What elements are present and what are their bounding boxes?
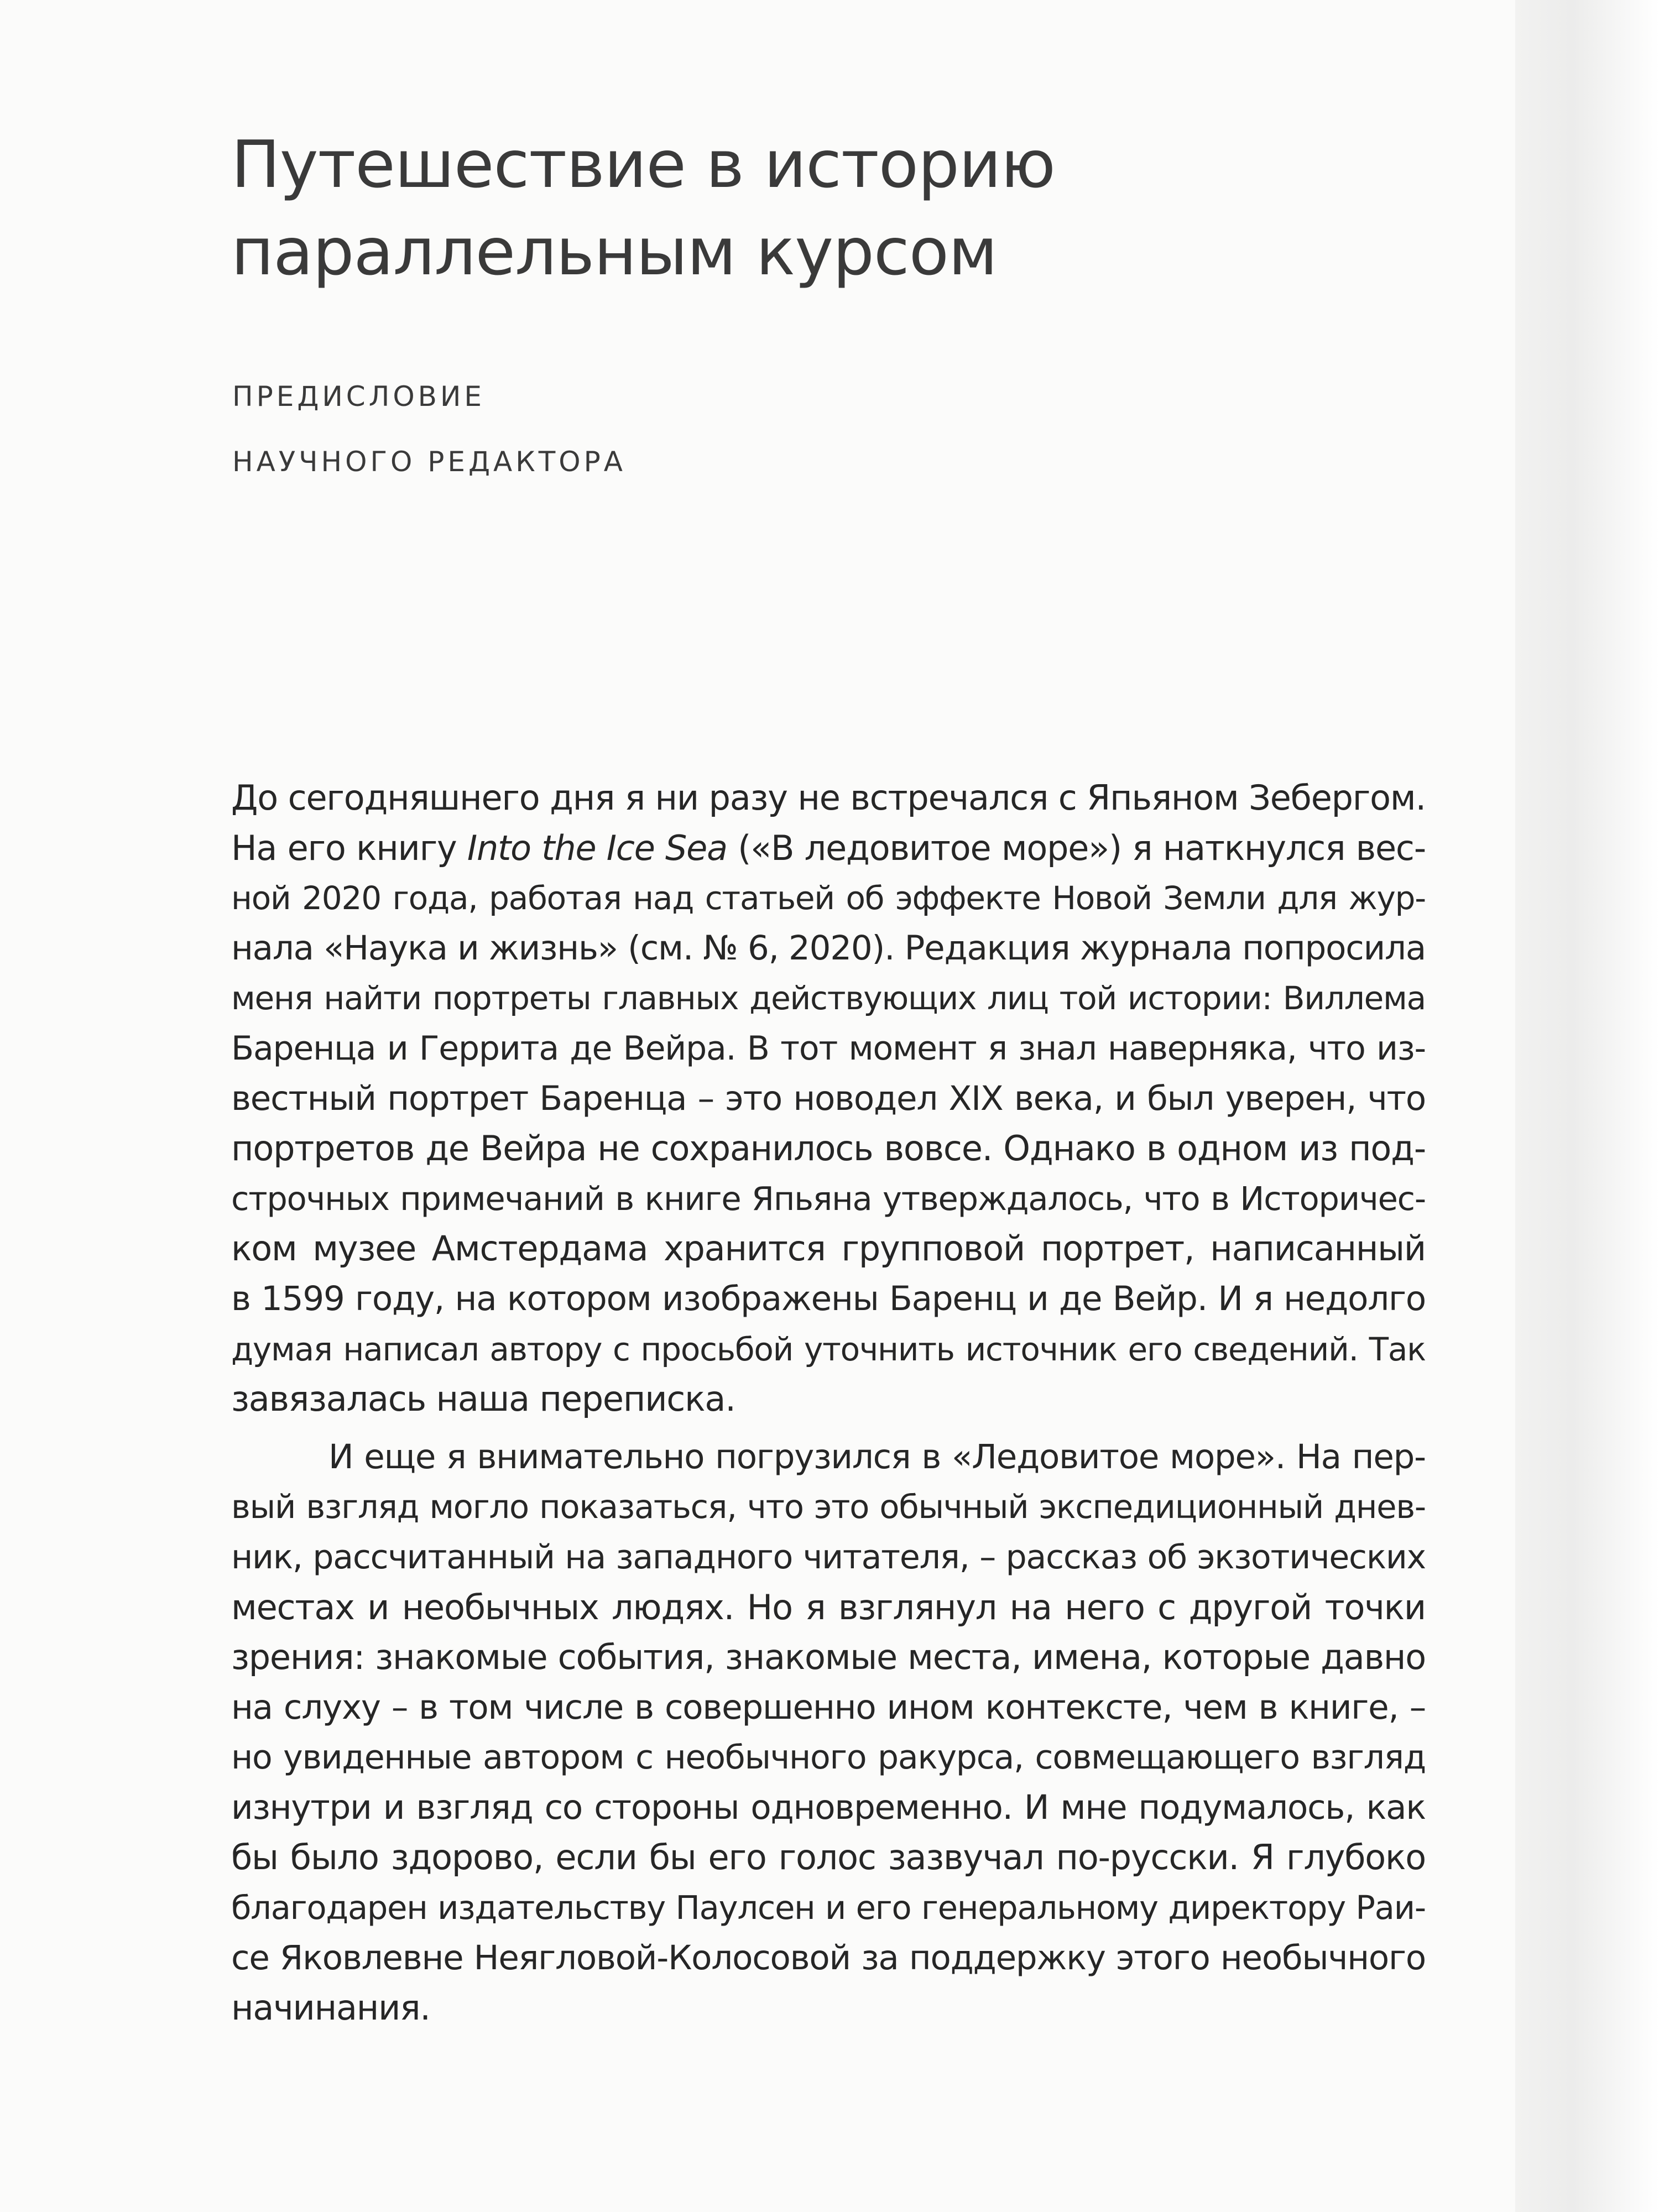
text-line: но увиденные автором с необычного ракурса, совмещающего взгляд — [231, 1738, 1426, 1777]
chapter-title-line-2: параллельным курсом — [231, 213, 998, 290]
text-line: местах и необычных людях. Но я взглянул на него с другой точки — [231, 1587, 1426, 1627]
paragraph-gap — [231, 1425, 1426, 1432]
text-line: изнутри и взгляд со стороны одновременно. И мне подумалось, как — [231, 1787, 1426, 1827]
text-line: благодарен издательству Паулсен и его генеральному директору Раи- — [231, 1888, 1426, 1927]
text-line: на слуху – в том числе в совершенно ином контексте, чем в книге, – — [231, 1687, 1426, 1727]
paragraph-1 — [231, 773, 1426, 1425]
text-line: портретов де Вейра не сохранилось вовсе. Однако в одном из под- — [231, 1128, 1426, 1169]
text-line: ник, рассчитанный на западного читателя, – рассказ об экзотических — [231, 1537, 1426, 1577]
text-line: в 1599 году, на котором изображены Баренц и де Вейр. И я недолго — [231, 1279, 1426, 1318]
text-line: строчных примечаний в книге Япьяна утверждалось, что в Историчес- — [231, 1179, 1426, 1218]
text-line: нала «Наука и жизнь» (см. № 6, 2020). Редакция журнала попросила — [231, 928, 1426, 968]
text-line: меня найти портреты главных действующих лиц той истории: Виллема — [231, 979, 1426, 1018]
text-line: се Яковлевне Неягловой-Колосовой за поддержку этого необычного — [231, 1938, 1426, 1978]
text-fragment: На его книгу — [231, 827, 467, 868]
text-line: думая написал автору с просьбой уточнить источник его сведений. Так — [231, 1330, 1426, 1368]
paragraph-2 — [231, 1432, 1426, 2033]
text-line: вестный портрет Баренца – это новодел XIX века, и был уверен, что — [231, 1078, 1426, 1118]
text-fragment: («В ледовитое море») я наткнулся вес- — [727, 827, 1426, 868]
chapter-title — [231, 121, 1503, 295]
text-line: И еще я внимательно погрузился в «Ледовитое море». На пер- — [328, 1437, 1426, 1477]
text-line: Баренца и Геррита де Вейра. В тот момент я знал наверняка, что из- — [231, 1029, 1426, 1068]
text-line: бы было здорово, если бы его голос зазвучал по-русски. Я глубоко — [231, 1837, 1426, 1878]
body-text — [231, 773, 1426, 2033]
page-edge-shadow — [1515, 0, 1659, 2212]
text-line: зрения: знакомые события, знакомые места, имена, которые давно — [231, 1637, 1426, 1678]
text-line: завязалась наша переписка. — [231, 1379, 735, 1420]
text-line: ной 2020 года, работая над статьей об эффекте Новой Земли для жур- — [231, 879, 1426, 917]
text-line: До сегодняшнего дня я ни разу не встречался с Япьяном Зебергом. — [231, 778, 1426, 818]
text-line: ком музее Амстердама хранится групповой портрет, написанный — [231, 1228, 1426, 1269]
chapter-title-line-1: Путешествие в историю — [231, 126, 1055, 202]
text-line: начинания. — [231, 1987, 430, 2028]
text-line: вый взгляд могло показаться, что это обычный экспедиционный днев- — [231, 1488, 1426, 1526]
chapter-subtitle — [232, 364, 1338, 494]
text-line — [231, 823, 1426, 874]
chapter-subtitle-line-1: ПРЕДИСЛОВИЕ — [232, 380, 485, 413]
chapter-subtitle-line-2: НАУЧНОГО РЕДАКТОРА — [232, 446, 627, 478]
book-title-italic: Into the Ice Sea — [467, 827, 727, 868]
